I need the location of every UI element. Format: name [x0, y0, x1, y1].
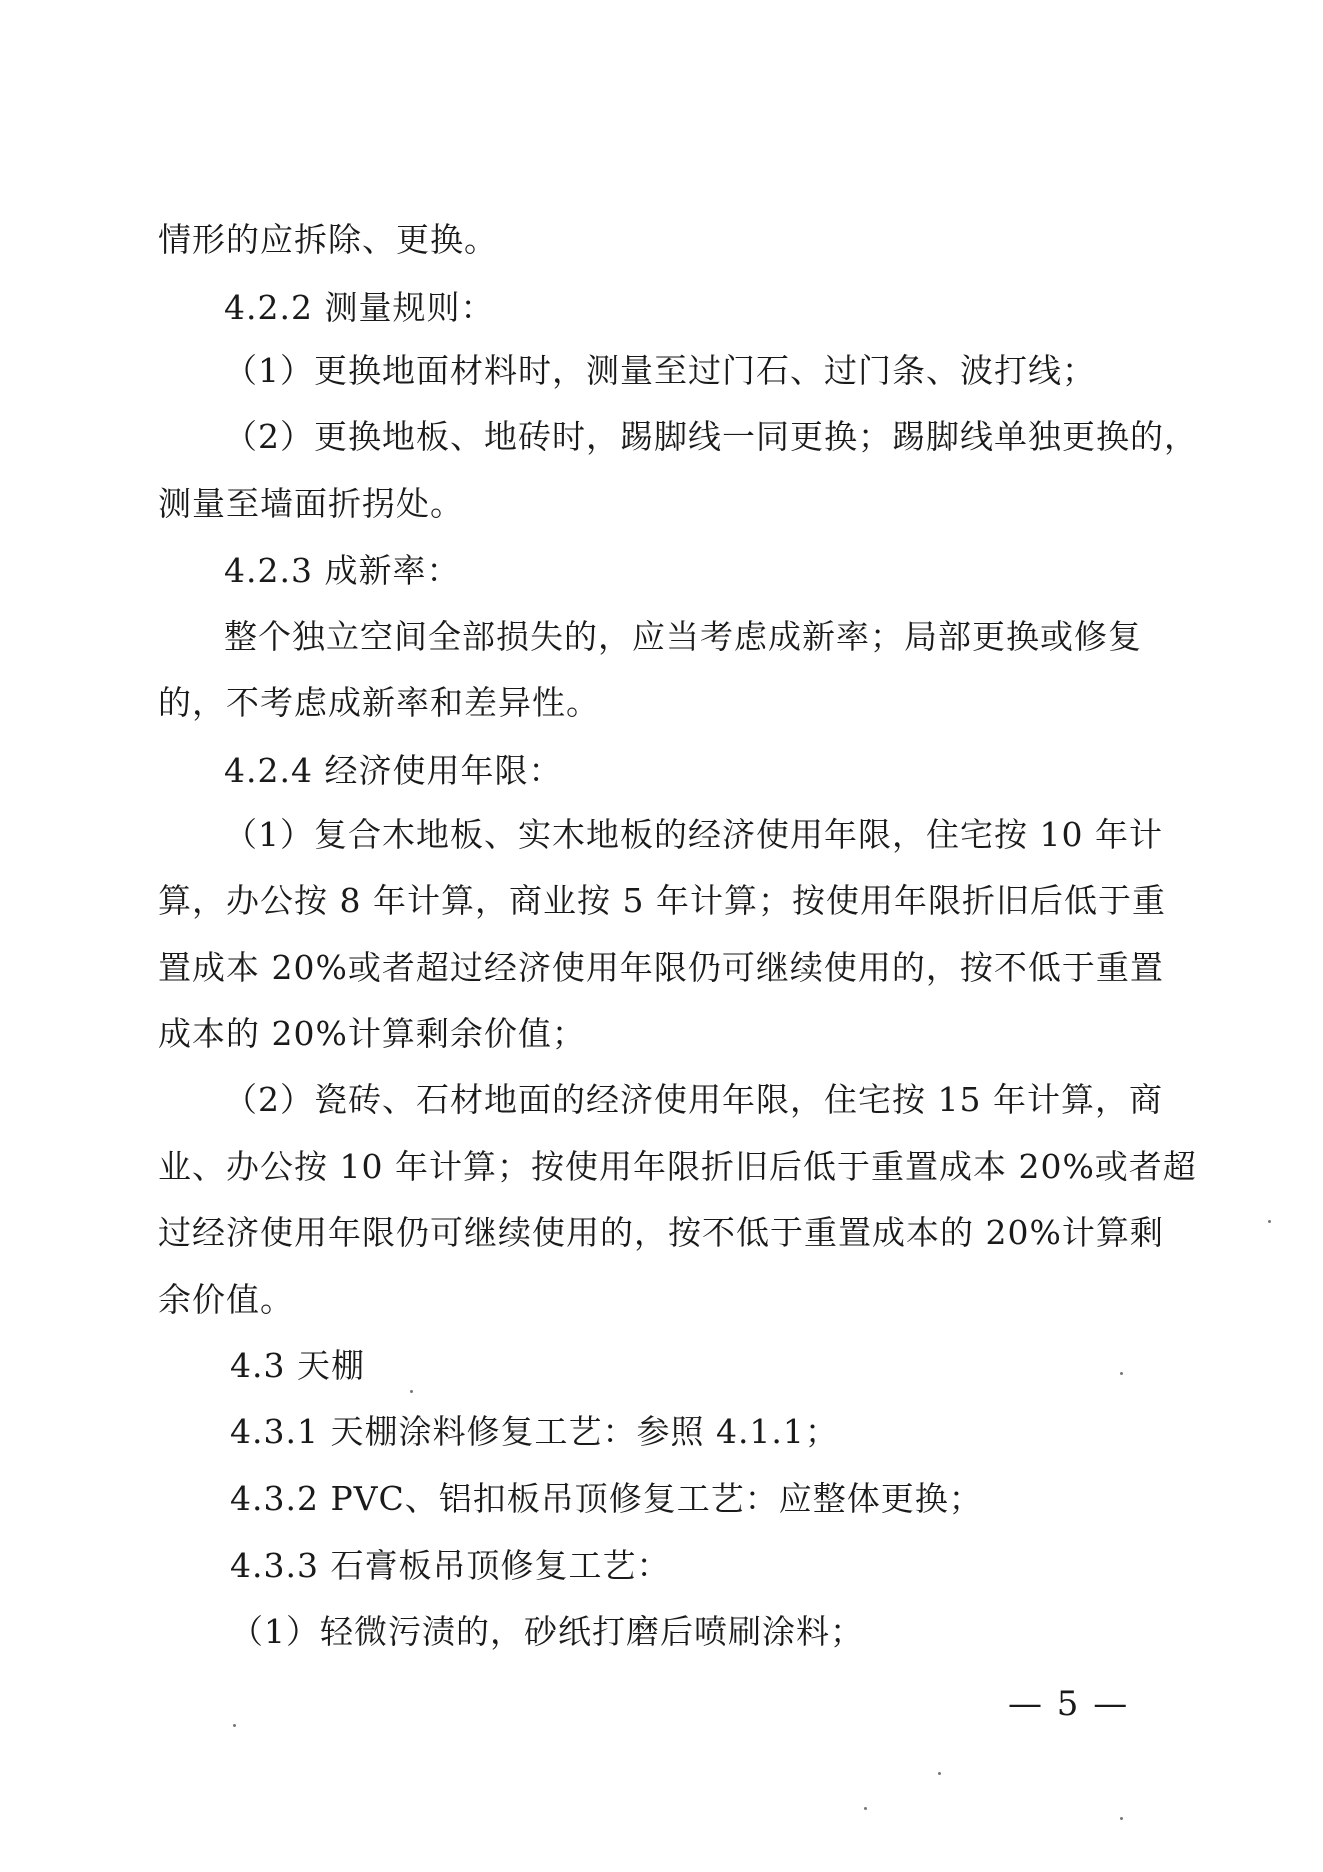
text-line: 整个独立空间全部损失的，应当考虑成新率；局部更换或修复	[224, 617, 1142, 656]
text-line: 业、办公按 10 年计算；按使用年限折旧后低于重置成本 20%或者超	[158, 1147, 1197, 1186]
text-line: （2）瓷砖、石材地面的经济使用年限，住宅按 15 年计算，商	[224, 1080, 1163, 1119]
text-line: （1）轻微污渍的，砂纸打磨后喷刷涂料；	[230, 1612, 864, 1651]
section-heading: 4.3 天棚	[230, 1346, 365, 1385]
text-line: 的，不考虑成新率和差异性。	[158, 683, 600, 722]
text-line: 置成本 20%或者超过经济使用年限仍可继续使用的，按不低于重置	[158, 948, 1164, 987]
section-heading: 4.3.3 石膏板吊顶修复工艺：	[230, 1546, 671, 1585]
scan-speck	[1120, 1817, 1123, 1820]
section-heading: 4.2.3 成新率：	[224, 551, 461, 590]
scan-speck	[410, 1390, 413, 1393]
text-line: 算，办公按 8 年计算，商业按 5 年计算；按使用年限折旧后低于重	[158, 881, 1166, 920]
section-heading: 4.3.2 PVC、铝扣板吊顶修复工艺：应整体更换；	[230, 1479, 983, 1518]
text-line: 测量至墙面折拐处。	[158, 484, 464, 523]
section-heading: 4.2.4 经济使用年限：	[224, 751, 563, 790]
scan-speck	[233, 1724, 236, 1727]
scan-speck	[1120, 1372, 1123, 1375]
page-number: — 5 —	[1008, 1684, 1130, 1724]
text-line: 成本的 20%计算剩余价值；	[158, 1014, 586, 1053]
scan-speck	[1268, 1220, 1271, 1223]
scan-speck	[938, 1772, 941, 1775]
text-line: （2）更换地板、地砖时，踢脚线一同更换；踢脚线单独更换的，	[224, 417, 1198, 456]
text-line: （1）更换地面材料时，测量至过门石、过门条、波打线；	[224, 351, 1096, 390]
text-line: 余价值。	[158, 1280, 294, 1319]
text-line: （1）复合木地板、实木地板的经济使用年限，住宅按 10 年计	[224, 815, 1163, 854]
text-line: 过经济使用年限仍可继续使用的，按不低于重置成本的 20%计算剩	[158, 1213, 1164, 1252]
section-heading: 4.3.1 天棚涂料修复工艺：参照 4.1.1；	[230, 1412, 839, 1451]
scan-speck	[864, 1807, 867, 1810]
text-line: 情形的应拆除、更换。	[158, 220, 498, 259]
section-heading: 4.2.2 测量规则：	[224, 288, 495, 327]
